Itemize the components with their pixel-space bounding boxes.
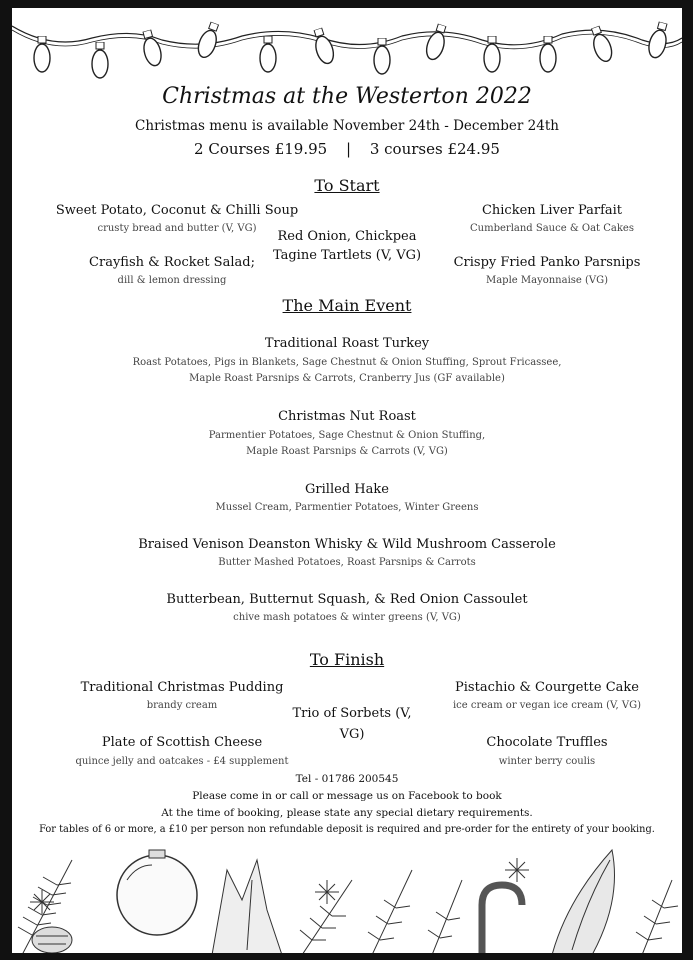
fairy-light-bulb-icon [538, 36, 558, 76]
footer-telephone: Tel - 01786 200545 [295, 773, 399, 785]
snowflake-icon [315, 880, 339, 904]
bauble-icon [117, 850, 197, 935]
fairy-light-bulb-icon [372, 38, 392, 78]
dish-hake-desc: Mussel Cream, Parmentier Potatoes, Winter Greens [215, 502, 479, 513]
holly-leaf-icon [552, 850, 615, 953]
botanical-border [12, 840, 682, 953]
dish-nut-roast-desc-1: Parmentier Potatoes, Sage Chestnut & Onion Stuffing, [208, 430, 486, 441]
pine-cone-icon [32, 927, 72, 953]
dish-tartlets-line2: Tagine Tartlets (V, VG) [272, 248, 422, 263]
fairy-light-bulb-icon [258, 36, 278, 76]
dish-venison-desc: Butter Mashed Potatoes, Roast Parsnips & Carrots [218, 557, 476, 568]
dish-tartlets-line1: Red Onion, Chickpea [277, 229, 417, 244]
dish-parfait-desc: Cumberland Sauce & Oat Cakes [470, 223, 634, 234]
dish-cake: Pistachio & Courgette Cake [455, 680, 639, 695]
dish-cassoulet-desc: chive mash potatoes & winter greens (V, VG) [233, 612, 461, 623]
dish-parfait: Chicken Liver Parfait [481, 203, 623, 218]
dish-soup: Sweet Potato, Coconut & Chilli Soup [55, 203, 299, 218]
section-heading-finish: To Finish [309, 650, 385, 669]
dish-nut-roast: Christmas Nut Roast [278, 409, 416, 424]
two-course-price: 2 Courses £19.95 [194, 140, 328, 158]
dish-turkey: Traditional Roast Turkey [264, 336, 430, 351]
three-course-price: 3 courses £24.95 [369, 140, 500, 158]
fairy-light-bulb-icon [32, 36, 52, 76]
fairy-light-bulb-icon [482, 36, 502, 76]
pine-branch-icon [300, 870, 462, 953]
dish-turkey-desc-1: Roast Potatoes, Pigs in Blankets, Sage Chestnut & Onion Stuffing, Sprout Fricassee, [132, 357, 562, 368]
dish-truffles: Chocolate Truffles [486, 735, 608, 750]
fairy-light-bulb-icon [90, 42, 110, 82]
pine-branch-icon [636, 880, 678, 953]
menu-title: Christmas at the Westerton 2022 [162, 84, 532, 109]
price-separator: | [346, 140, 352, 158]
candy-cane-icon [482, 885, 522, 953]
section-heading-start: To Start [314, 176, 380, 195]
availability-text: Christmas menu is available November 24th - December 24th [135, 118, 559, 134]
dish-crayfish-desc: dill & lemon dressing [117, 275, 227, 286]
dish-venison: Braised Venison Deanston Whisky & Wild Mushroom Casserole [138, 537, 556, 552]
dish-truffles-desc: winter berry coulis [498, 756, 596, 767]
menu-page [12, 8, 682, 953]
dish-turkey-desc-2: Maple Roast Parsnips & Carrots, Cranberry Jus (GF available) [189, 373, 505, 384]
holly-leaf-icon [212, 860, 282, 953]
dish-cassoulet: Butterbean, Butternut Squash, & Red Onion Cassoulet [166, 592, 528, 607]
dish-parsnips: Crispy Fried Panko Parsnips [453, 255, 641, 270]
course-prices [12, 140, 682, 158]
dish-cake-desc: ice cream or vegan ice cream (V, VG) [452, 700, 641, 711]
footer-dietary: At the time of booking, please state any special dietary requirements. [161, 807, 533, 819]
dish-sorbets-line2: VG) [339, 727, 365, 742]
dish-nut-roast-desc-2: Maple Roast Parsnips & Carrots (V, VG) [246, 446, 448, 457]
dish-hake: Grilled Hake [305, 482, 389, 497]
dish-cheese: Plate of Scottish Cheese [101, 735, 263, 750]
dish-parsnips-desc: Maple Mayonnaise (VG) [485, 275, 609, 286]
snowflake-icon [505, 858, 529, 882]
dish-pudding: Traditional Christmas Pudding [80, 680, 284, 695]
fairy-lights-garland [12, 8, 682, 88]
footer-deposit: For tables of 6 or more, a £10 per person non refundable deposit is required and pre-order for the entirety of your booking. [39, 824, 655, 835]
section-heading-main: The Main Event [282, 296, 412, 315]
dish-pudding-desc: brandy cream [146, 700, 218, 711]
dish-crayfish: Crayfish & Rocket Salad; [89, 255, 255, 270]
dish-sorbets-line1: Trio of Sorbets (V, [292, 706, 412, 721]
dish-soup-desc: crusty bread and butter (V, VG) [97, 223, 257, 234]
footer-booking: Please come in or call or message us on Facebook to book [192, 790, 502, 802]
dish-cheese-desc: quince jelly and oatcakes - £4 supplement [75, 756, 289, 767]
